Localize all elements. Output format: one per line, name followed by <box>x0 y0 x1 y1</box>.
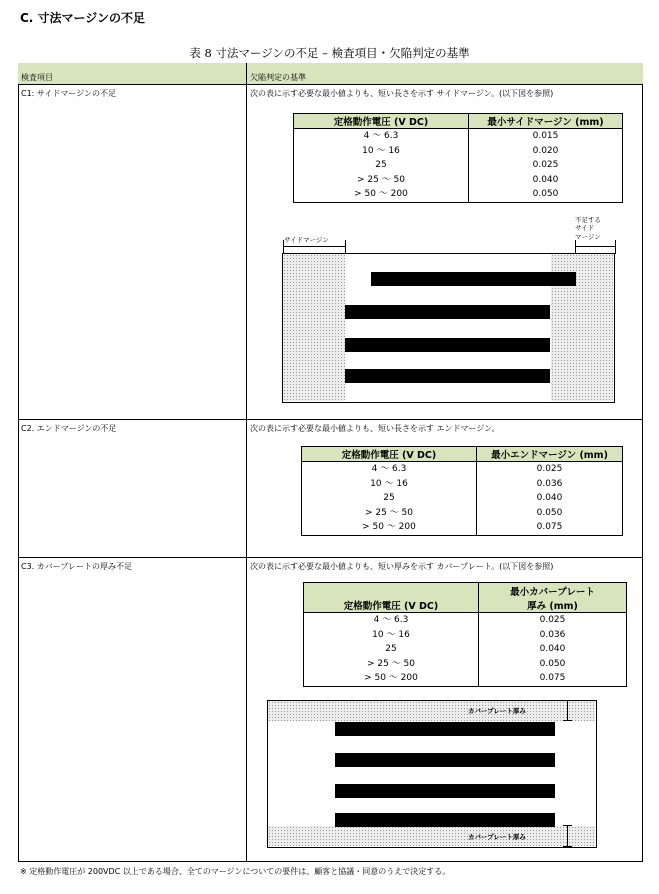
column-divider <box>246 63 247 862</box>
row-description-c1: 次の表に示す必要な最小値よりも、短い長さを示す サイドマージン。(以下図を参照) <box>250 89 554 98</box>
table-caption: 表 8 寸法マージンの不足 – 検査項目・欠陥判定の基準 <box>189 46 470 60</box>
value-cell: 0.020 <box>469 144 623 159</box>
col-header-voltage: 定格動作電圧 (V DC) <box>302 447 477 462</box>
value-cell: 0.050 <box>469 187 623 202</box>
footnote: ※ 定格動作電圧が 200VDC 以上である場合、全てのマージンについての要件は、顧客と協議・同意のうえで決定する。 <box>20 867 451 876</box>
table-row <box>304 628 627 643</box>
end-margin-table <box>301 446 623 536</box>
thickness-arrow-top <box>567 700 570 720</box>
thickness-tick <box>563 825 572 826</box>
value-cell: 0.036 <box>479 628 627 643</box>
side-margin-label: サイドマージン <box>284 236 329 244</box>
table-row <box>304 657 627 672</box>
col-header-min-end-margin: 最小エンドマージン (mm) <box>477 447 623 462</box>
cover-plate-label-bottom: カバープレート厚み <box>468 833 526 841</box>
bottom-cover-plate <box>268 826 595 846</box>
short-side-margin-label-1: 不足する <box>575 216 601 224</box>
col-header-min-side-margin: 最小サイドマージン (mm) <box>469 114 623 129</box>
dimension-line <box>575 246 615 247</box>
col-header-min-cover-plate <box>479 583 627 613</box>
value-cell: 0.075 <box>479 671 627 686</box>
table-row <box>302 477 623 492</box>
value-cell: 0.075 <box>477 520 623 535</box>
side-margin-figure <box>282 216 617 405</box>
table-row <box>294 129 623 144</box>
table-row <box>302 506 623 521</box>
dimension-tick <box>345 240 346 254</box>
voltage-cell: > 50 ～ 200 <box>294 187 469 202</box>
table-row <box>304 671 627 686</box>
table-row <box>302 520 623 535</box>
row-description-c2: 次の表に示す必要な最小値よりも、短い長さを示す エンドマージン。 <box>250 424 500 433</box>
electrode-layer <box>335 722 555 736</box>
row-label-c1: C1: サイドマージンの不足 <box>21 89 116 98</box>
value-cell: 0.025 <box>479 613 627 628</box>
value-cell: 0.050 <box>479 657 627 672</box>
capacitor-cross-section <box>282 253 615 403</box>
header-defect-criteria: 欠陥判定の基準 <box>250 73 306 82</box>
left-margin-region <box>283 254 345 401</box>
value-cell: 0.036 <box>477 477 623 492</box>
capacitor-cross-section <box>267 700 597 848</box>
dimension-tick <box>615 240 616 254</box>
value-cell: 0.015 <box>469 129 623 144</box>
voltage-cell: > 25 ～ 50 <box>294 173 469 188</box>
cover-plate-figure <box>267 700 627 850</box>
voltage-cell: 4 ～ 6.3 <box>302 462 477 477</box>
voltage-cell: 25 <box>304 642 479 657</box>
voltage-cell: > 50 ～ 200 <box>304 671 479 686</box>
table-header <box>18 63 643 85</box>
thickness-tick <box>563 700 572 701</box>
col-header-min-cover-plate-line2: 厚み (mm) <box>527 600 578 612</box>
value-cell: 0.025 <box>477 462 623 477</box>
thickness-tick <box>563 720 572 721</box>
row-label-c3: C3. カバープレートの厚み不足 <box>21 562 133 571</box>
voltage-cell: 10 ～ 16 <box>294 144 469 159</box>
value-cell: 0.040 <box>469 173 623 188</box>
electrode-layer <box>335 784 555 798</box>
value-cell: 0.050 <box>477 506 623 521</box>
top-cover-plate <box>268 701 595 721</box>
dimension-line <box>283 246 345 247</box>
table-row <box>294 158 623 173</box>
electrode-layer <box>345 338 550 352</box>
table-row <box>294 173 623 188</box>
header-inspection-item: 検査項目 <box>21 73 53 82</box>
section-title: C. 寸法マージンの不足 <box>20 11 146 25</box>
table-row <box>304 642 627 657</box>
row-divider <box>18 557 643 558</box>
value-cell: 0.040 <box>477 491 623 506</box>
thickness-tick <box>563 846 572 847</box>
dimension-tick <box>575 240 576 254</box>
cover-plate-table <box>303 582 627 687</box>
col-header-min-cover-plate-line1: 最小カバープレート <box>510 586 595 598</box>
table-row <box>294 187 623 202</box>
row-label-c2: C2. エンドマージンの不足 <box>21 424 117 433</box>
side-margin-table <box>293 113 623 203</box>
electrode-layer <box>335 813 555 827</box>
table-row <box>302 462 623 477</box>
electrode-layer <box>335 753 555 767</box>
electrode-layer <box>345 305 550 319</box>
voltage-cell: > 50 ～ 200 <box>302 520 477 535</box>
short-side-margin-label-3: マージン <box>575 233 601 241</box>
voltage-cell: 4 ～ 6.3 <box>294 129 469 144</box>
cover-plate-label-top: カバープレート厚み <box>468 707 526 715</box>
dimension-tick <box>283 240 284 254</box>
thickness-arrow-bottom <box>567 825 570 846</box>
value-cell: 0.025 <box>469 158 623 173</box>
col-header-voltage: 定格動作電圧 (V DC) <box>294 114 469 129</box>
voltage-cell: 4 ～ 6.3 <box>304 613 479 628</box>
electrode-layer <box>345 369 550 383</box>
table-row <box>294 144 623 159</box>
col-header-voltage: 定格動作電圧 (V DC) <box>304 583 479 613</box>
voltage-cell: 10 ～ 16 <box>304 628 479 643</box>
voltage-cell: > 25 ～ 50 <box>304 657 479 672</box>
value-cell: 0.040 <box>479 642 627 657</box>
table-row <box>304 613 627 628</box>
voltage-cell: > 25 ～ 50 <box>302 506 477 521</box>
electrode-layer <box>371 272 576 286</box>
short-side-margin-label-2: サイド <box>575 224 595 232</box>
voltage-cell: 10 ～ 16 <box>302 477 477 492</box>
table-row <box>302 491 623 506</box>
row-description-c3: 次の表に示す必要な最小値よりも、短い厚みを示す カバープレート。(以下図を参照) <box>250 562 554 571</box>
voltage-cell: 25 <box>302 491 477 506</box>
voltage-cell: 25 <box>294 158 469 173</box>
row-divider <box>18 419 643 420</box>
